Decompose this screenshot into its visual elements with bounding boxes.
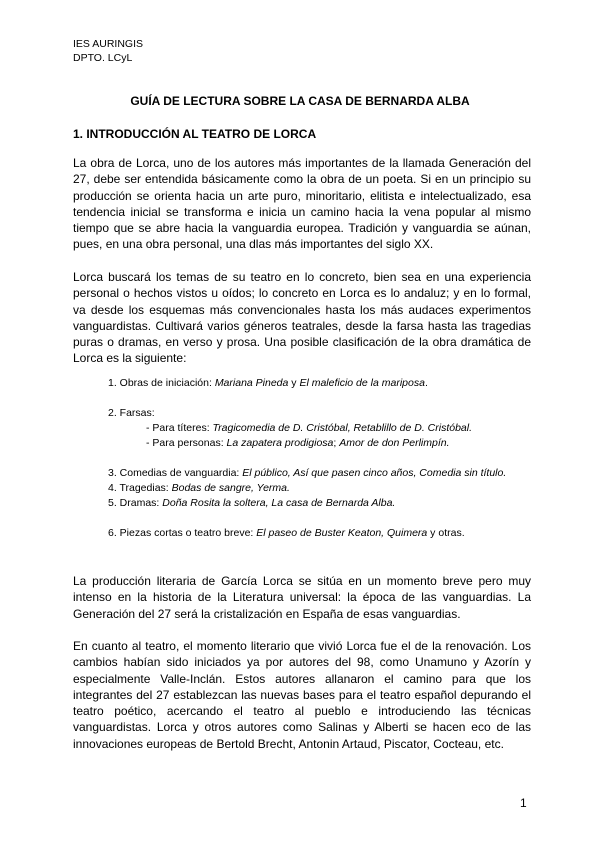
list-item-dramas: 5. Dramas: Doña Rosita la soltera, La casa de Bernarda Alba.: [108, 497, 396, 509]
paragraph-2: Lorca buscará los temas de su teatro en lo concreto, bien sea en una experiencia personal o hechos vistos u oídos; lo concreto en Lorca es lo andaluz; y en lo formal, va desde los esquemas más convencionales hasta los más audaces experimentos vanguardistas. Cultivará varios géneros teatrales, desde la farsa hasta las tragedias puras o dramas, en verso y prosa. Una posible clasificación de la obra dramática de Lorca es la siguiente:: [73, 270, 531, 366]
section-heading: 1. INTRODUCCIÓN AL TEATRO DE LORCA: [73, 127, 317, 141]
paragraph-4: En cuanto al teatro, el momento literario que vivió Lorca fue el de la renovación. Los cambios habían sido iniciados ya por autores del 98, como Unamuno y Azorín y especialmente Valle-Inclán. Estos autores allanaron el camino para que los integrantes del 27 establezcan las nuevas bases para el teatro español depurando el teatro poético, acercando el teatro al pueblo e introduciendo las técnicas vanguardistas. Lorca y otros autores como Salinas y Alberti se hacen eco de las innovaciones europeas de Bertold Brecht, Antonin Artaud, Piscator, Cocteau, etc.: [73, 639, 531, 751]
department-name: DPTO. LCyL: [73, 52, 133, 64]
paragraph-1: La obra de Lorca, uno de los autores más importantes de la llamada Generación del 27, debe ser entendida básicamente como la obra de un poeta. Si en un principio su producción se orienta hacia un arte puro, minoritario, elitista e intelectualizado, esa tendencia inicial se transforma e inicia un camino hacia la vena popular al mismo tiempo que se abre hacia la vanguardia europea. Tradición y vanguardia se aúnan, pues, en una obra personal, una dlas más importantes del siglo XX.: [73, 156, 531, 252]
list-subitem-titeres: - Para títeres: Tragicomedia de D. Cristóbal, Retablillo de D. Cristóbal.: [146, 422, 473, 434]
page-number: 1: [520, 796, 527, 810]
list-subitem-personas: - Para personas: La zapatera prodigiosa; Amor de don Perlimpín.: [146, 437, 450, 449]
document-header: [73, 37, 143, 65]
list-item-vanguardia: 3. Comedias de vanguardia: El público, Así que pasen cinco años, Comedia sin título.: [108, 467, 507, 479]
classification-list: [73, 376, 531, 541]
document-title: GUÍA DE LECTURA SOBRE LA CASA DE BERNARDA ALBA: [130, 94, 470, 108]
school-name: IES AURINGIS: [73, 38, 144, 50]
list-item-tragedias: 4. Tragedias: Bodas de sangre, Yerma.: [108, 482, 290, 494]
list-item-farsas: 2. Farsas:: [108, 407, 155, 419]
list-item-piezas-cortas: 6. Piezas cortas o teatro breve: El paseo de Buster Keaton, Quimera y otras.: [108, 527, 465, 539]
list-item-iniciacion: 1. Obras de iniciación: Mariana Pineda y El maleficio de la mariposa.: [108, 377, 428, 389]
paragraph-3: La producción literaria de García Lorca se sitúa en un momento breve pero muy intenso en la historia de la Literatura universal: la época de las vanguardias. La Generación del 27 será la cristalización en España de esas vanguardias.: [73, 574, 531, 621]
